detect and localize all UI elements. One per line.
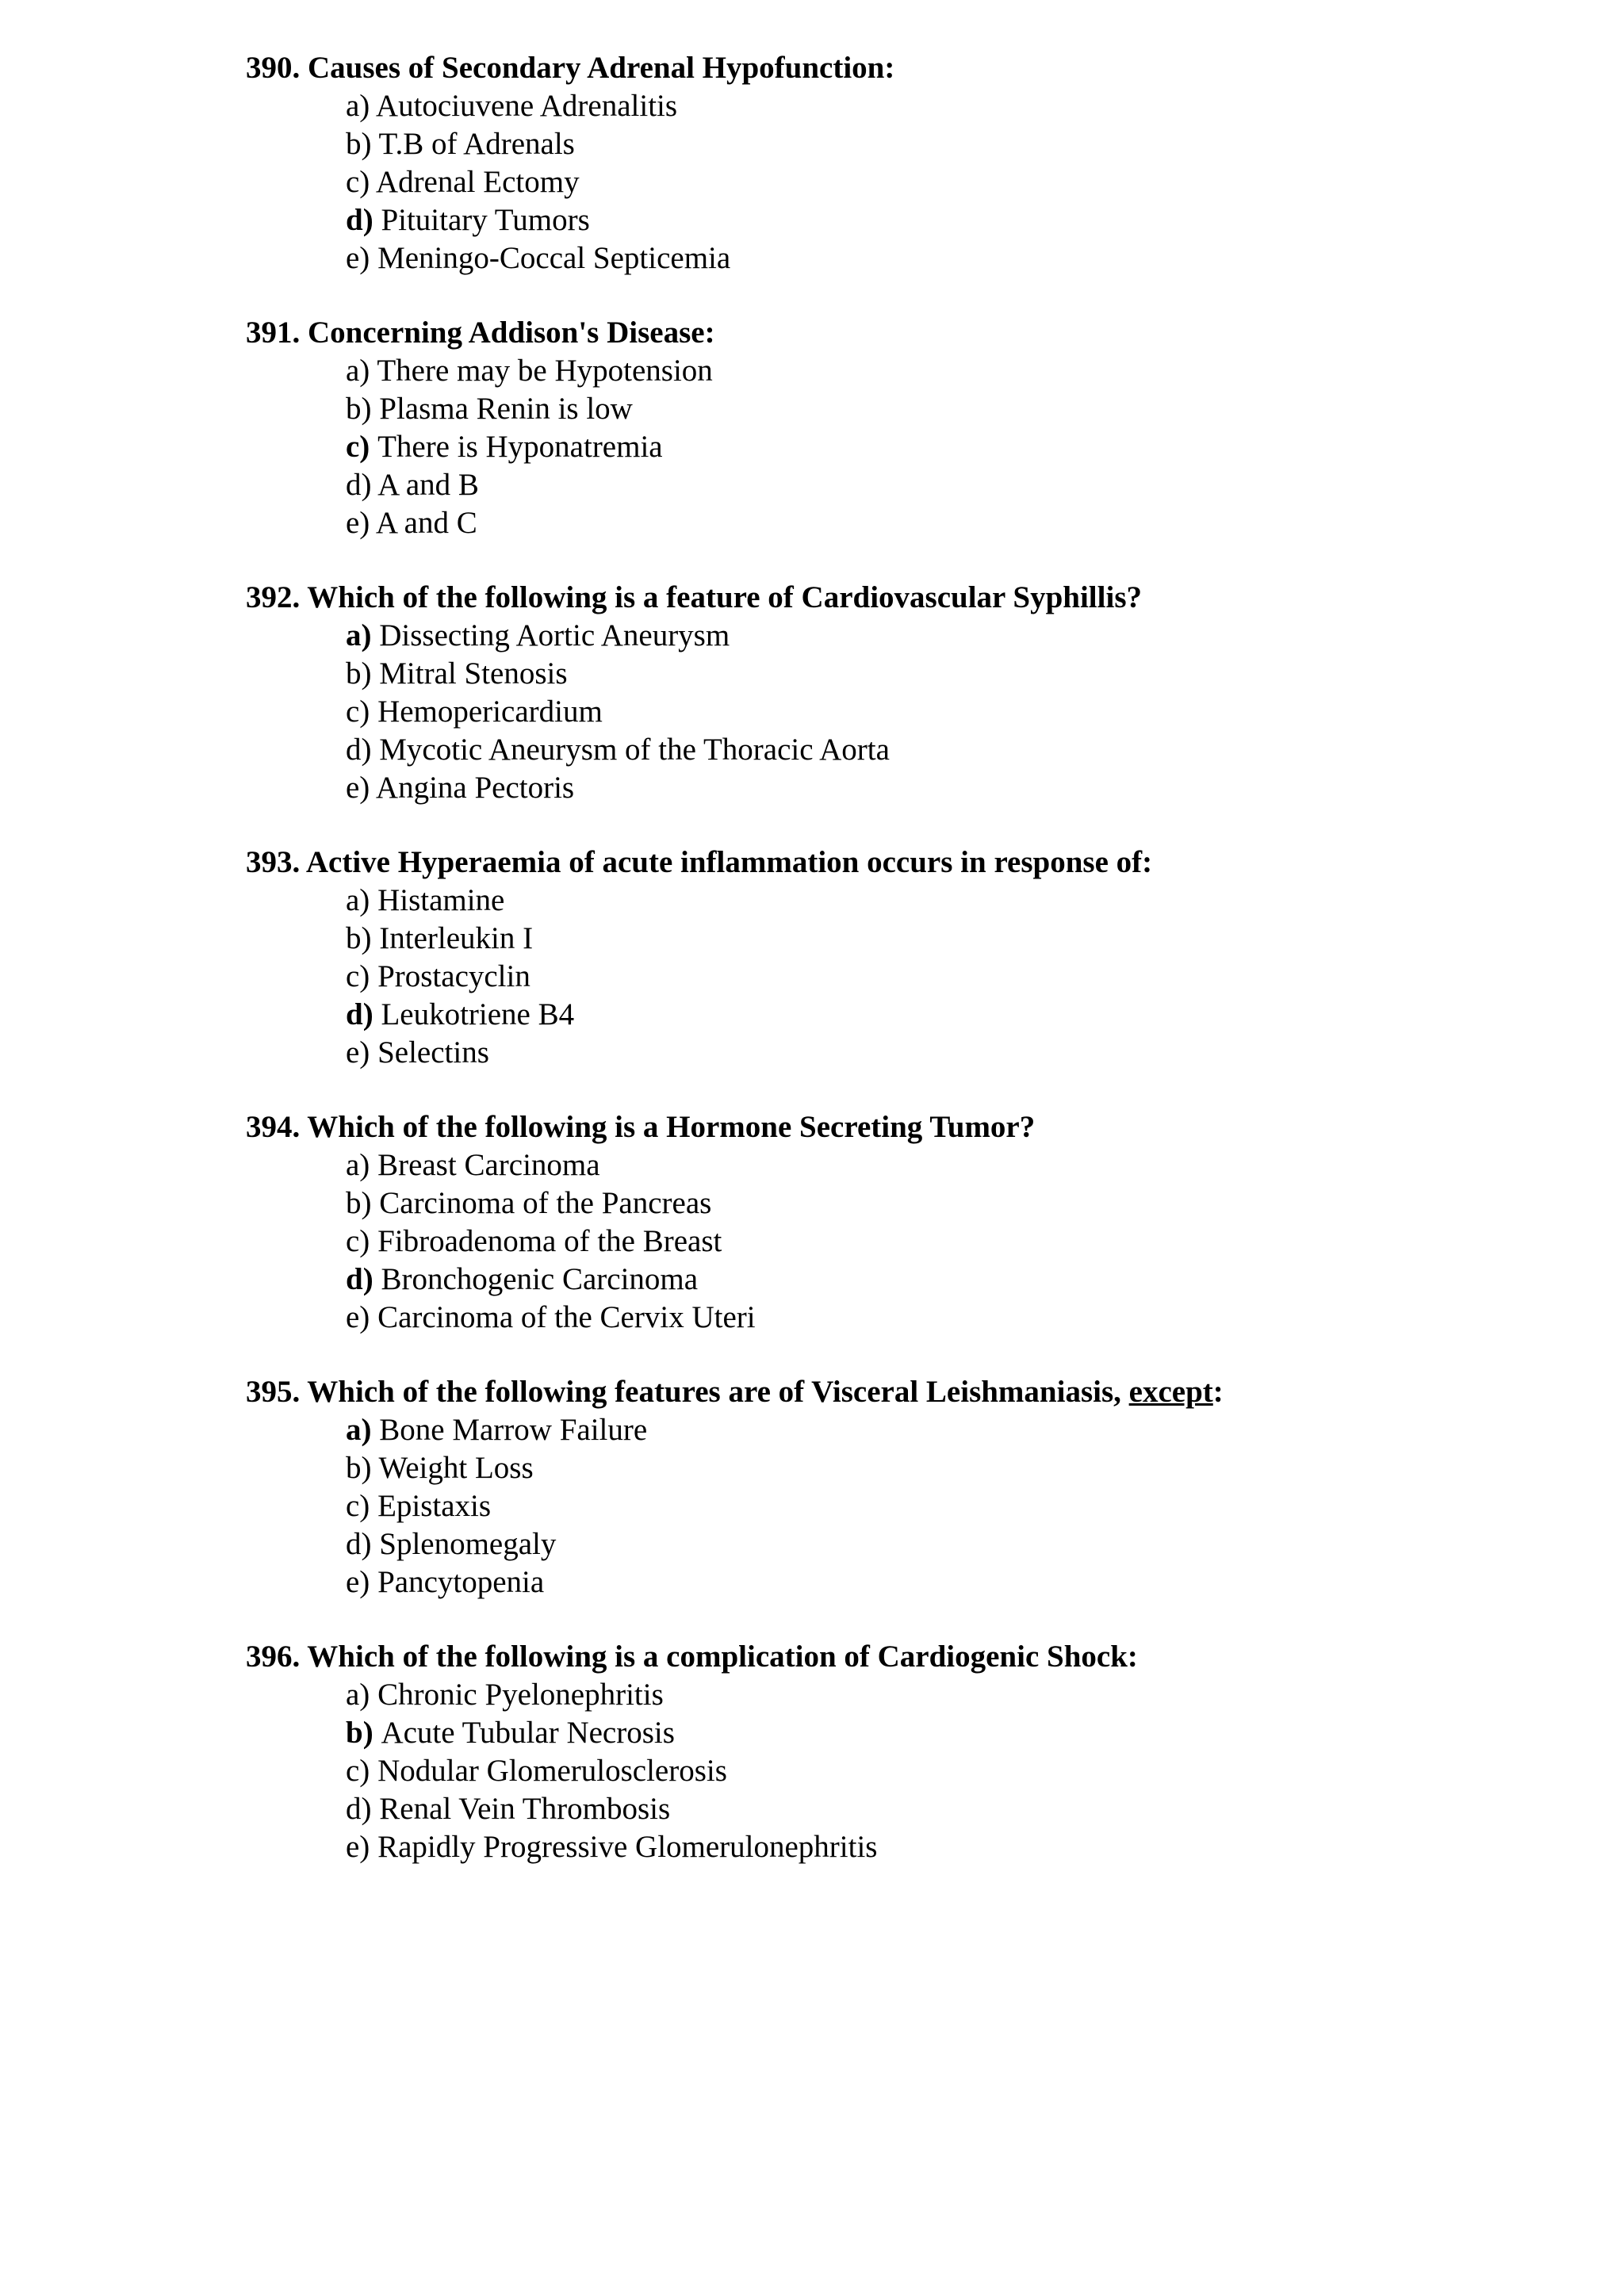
stem-text: : [1212, 1375, 1224, 1409]
option-letter: d) [346, 203, 381, 237]
question-stem [246, 49, 1546, 87]
answer-option [346, 1525, 1546, 1563]
option-text: Weight Loss [378, 1451, 534, 1485]
question-number: 391. [246, 316, 308, 350]
question-text [307, 1375, 1223, 1409]
answer-option [346, 655, 1546, 693]
option-text: Renal Vein Thrombosis [379, 1792, 671, 1826]
answer-option [346, 958, 1546, 996]
stem-text: Which of the following is a Hormone Secreting Tumor? [307, 1110, 1036, 1144]
question-number: 395. [246, 1375, 308, 1409]
answer-option [346, 731, 1546, 769]
option-text: Epistaxis [377, 1489, 492, 1523]
option-letter: a) [346, 1413, 380, 1447]
answer-options [246, 352, 1546, 542]
option-text: Selectins [377, 1035, 489, 1070]
answer-option [346, 125, 1546, 163]
question-393 [246, 844, 1546, 1072]
question-list [246, 49, 1546, 1903]
question-text [307, 1110, 1035, 1144]
answer-option [346, 769, 1546, 807]
question-391 [246, 314, 1546, 542]
stem-text: Concerning Addison's Disease: [308, 316, 715, 350]
option-letter: e) [346, 1300, 378, 1334]
option-letter: d) [346, 468, 378, 502]
option-letter: d) [346, 997, 381, 1031]
question-stem [246, 579, 1546, 617]
option-text: Pituitary Tumors [381, 203, 590, 237]
question-text [308, 316, 715, 350]
question-text [307, 1640, 1138, 1674]
option-letter: d) [346, 1792, 380, 1826]
option-text: Hemopericardium [377, 695, 603, 729]
answer-option [346, 201, 1546, 239]
answer-option [346, 390, 1546, 428]
question-number: 390. [246, 51, 308, 85]
question-text [308, 51, 894, 85]
question-number: 392. [246, 580, 308, 614]
answer-option [346, 1563, 1546, 1601]
option-letter: d) [346, 733, 380, 767]
question-396 [246, 1638, 1546, 1866]
emphasis-word: except [1128, 1375, 1213, 1409]
option-letter: d) [346, 1527, 380, 1561]
option-letter: c) [346, 695, 378, 729]
option-text: There is Hyponatremia [377, 430, 663, 464]
option-text: Nodular Glomerulosclerosis [377, 1754, 727, 1788]
option-text: Mitral Stenosis [379, 656, 568, 691]
question-stem [246, 314, 1546, 352]
option-text: Plasma Renin is low [379, 392, 633, 426]
option-letter: b) [346, 127, 379, 161]
option-letter: a) [346, 618, 380, 652]
answer-option [346, 1223, 1546, 1261]
answer-options [246, 617, 1546, 807]
question-number: 396. [246, 1640, 308, 1674]
answer-option [346, 1790, 1546, 1828]
answer-option [346, 1299, 1546, 1337]
option-text: Bone Marrow Failure [379, 1413, 648, 1447]
option-text: Adrenal Ectomy [375, 165, 580, 199]
stem-text: Which of the following is a complication of Cardiogenic Shock: [307, 1640, 1138, 1674]
option-text: Bronchogenic Carcinoma [381, 1262, 699, 1296]
answer-option [346, 1828, 1546, 1866]
option-text: Dissecting Aortic Aneurysm [379, 618, 730, 652]
option-letter: e) [346, 506, 376, 540]
option-text: Rapidly Progressive Glomerulonephritis [377, 1830, 878, 1864]
option-text: Pancytopenia [377, 1565, 545, 1599]
option-letter: a) [346, 1678, 378, 1712]
option-text: Angina Pectoris [375, 771, 575, 805]
answer-option [346, 920, 1546, 958]
question-394 [246, 1108, 1546, 1337]
option-letter: e) [346, 1565, 378, 1599]
option-letter: c) [346, 165, 376, 199]
stem-text: Which of the following is a feature of Cardiovascular Syphillis? [307, 580, 1142, 614]
answer-options [246, 882, 1546, 1072]
option-letter: a) [346, 1148, 378, 1182]
answer-option [346, 1714, 1546, 1752]
option-text: There may be Hypotension [377, 354, 713, 388]
option-letter: b) [346, 656, 380, 691]
answer-option [346, 87, 1546, 125]
option-letter: e) [346, 1830, 378, 1864]
answer-options [246, 1146, 1546, 1337]
option-letter: b) [346, 1186, 380, 1220]
option-letter: a) [346, 354, 377, 388]
option-letter: c) [346, 1224, 378, 1258]
option-text: A and B [377, 468, 479, 502]
option-text: Chronic Pyelonephritis [377, 1678, 664, 1712]
option-letter: e) [346, 241, 378, 275]
answer-option [346, 1449, 1546, 1487]
answer-option [346, 466, 1546, 504]
answer-options [246, 87, 1546, 277]
answer-option [346, 882, 1546, 920]
stem-text: Active Hyperaemia of acute inflammation occurs in response of: [305, 845, 1153, 879]
option-letter: b) [346, 921, 380, 955]
question-stem [246, 1373, 1546, 1411]
option-letter: c) [346, 1754, 378, 1788]
option-letter: b) [346, 392, 380, 426]
option-letter: a) [346, 89, 376, 123]
stem-text: Causes of Secondary Adrenal Hypofunction: [308, 51, 895, 85]
option-text: Acute Tubular Necrosis [381, 1716, 675, 1750]
option-text: Autociuvene Adrenalitis [375, 89, 678, 123]
option-text: Breast Carcinoma [377, 1148, 600, 1182]
answer-option [346, 1261, 1546, 1299]
option-text: A and C [375, 506, 477, 540]
option-letter: a) [346, 883, 378, 917]
option-text: Splenomegaly [379, 1527, 557, 1561]
answer-options [246, 1411, 1546, 1601]
answer-option [346, 428, 1546, 466]
question-stem [246, 1638, 1546, 1676]
stem-text: Which of the following features are of Visceral Leishmaniasis, [307, 1375, 1129, 1409]
question-text [307, 580, 1142, 614]
answer-option [346, 1411, 1546, 1449]
question-number: 394. [246, 1110, 308, 1144]
option-text: Carcinoma of the Cervix Uteri [377, 1300, 756, 1334]
question-number: 393. [246, 845, 306, 879]
option-text: Prostacyclin [377, 959, 530, 993]
question-390 [246, 49, 1546, 277]
option-text: Mycotic Aneurysm of the Thoracic Aorta [379, 733, 890, 767]
answer-options [246, 1676, 1546, 1866]
option-letter: c) [346, 430, 378, 464]
option-letter: d) [346, 1262, 381, 1296]
question-stem [246, 1108, 1546, 1146]
option-letter: c) [346, 1489, 378, 1523]
answer-option [346, 617, 1546, 655]
answer-option [346, 163, 1546, 201]
answer-option [346, 693, 1546, 731]
option-letter: c) [346, 959, 378, 993]
option-text: Leukotriene B4 [381, 997, 575, 1031]
answer-option [346, 1676, 1546, 1714]
answer-option [346, 1184, 1546, 1223]
option-text: Interleukin I [379, 921, 534, 955]
option-letter: e) [346, 1035, 378, 1070]
question-stem [246, 844, 1546, 882]
question-392 [246, 579, 1546, 807]
option-text: Carcinoma of the Pancreas [379, 1186, 712, 1220]
answer-option [346, 352, 1546, 390]
question-395 [246, 1373, 1546, 1601]
answer-option [346, 996, 1546, 1034]
answer-option [346, 1146, 1546, 1184]
option-text: Fibroadenoma of the Breast [377, 1224, 722, 1258]
question-text [306, 845, 1152, 879]
option-text: Meningo-Coccal Septicemia [377, 241, 731, 275]
answer-option [346, 504, 1546, 542]
option-letter: b) [346, 1451, 379, 1485]
answer-option [346, 1752, 1546, 1790]
answer-option [346, 239, 1546, 277]
option-letter: b) [346, 1716, 381, 1750]
answer-option [346, 1034, 1546, 1072]
option-text: Histamine [377, 883, 505, 917]
option-text: T.B of Adrenals [378, 127, 575, 161]
answer-option [346, 1487, 1546, 1525]
option-letter: e) [346, 771, 376, 805]
